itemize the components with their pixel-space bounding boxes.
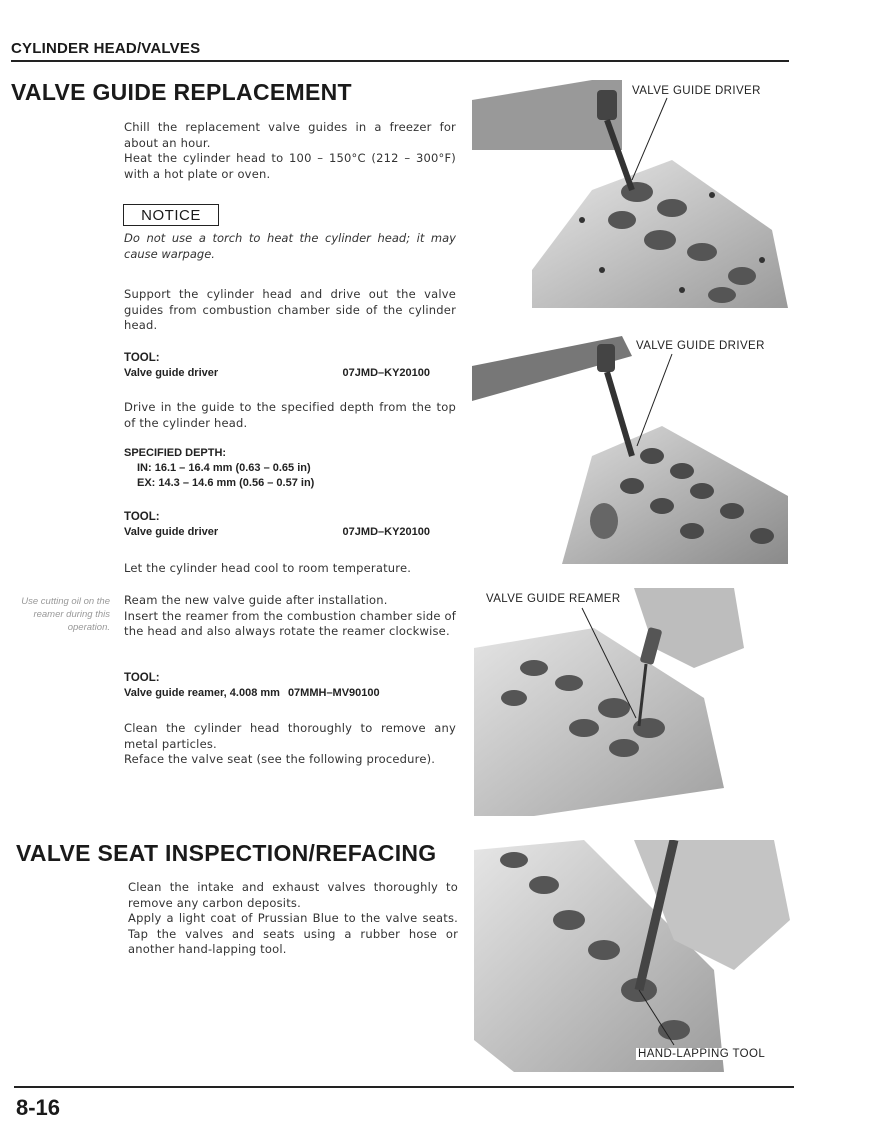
figure-guide-driver-1 — [472, 80, 788, 308]
tool-name: Valve guide driver — [124, 526, 219, 538]
drive-text: Drive in the guide to the specified depth from the top of the cylinder head. — [124, 400, 456, 430]
chill-text: Chill the replacement valve guides in a freezer for about an hour. — [124, 120, 456, 150]
notice-box: NOTICE — [123, 204, 219, 226]
tool-label: TOOL: — [124, 352, 160, 364]
footer-rule — [14, 1086, 794, 1088]
figure-label: VALVE GUIDE DRIVER — [632, 85, 761, 97]
tool-part: 07JMD–KY20100 — [342, 367, 430, 379]
section-title-seat-inspection: VALVE SEAT INSPECTION/REFACING — [16, 840, 437, 866]
tool-block-2 — [124, 511, 430, 538]
running-head: CYLINDER HEAD/VALVES — [11, 40, 201, 57]
chill-heat-text — [124, 120, 456, 182]
tool-label: TOOL: — [124, 672, 160, 684]
tool-part: 07MMH–MV90100 — [287, 687, 380, 699]
section-title-guide-replacement: VALVE GUIDE REPLACEMENT — [11, 79, 352, 105]
seat-inspection-text — [128, 880, 458, 958]
header-rule — [11, 60, 789, 62]
clean-text-1: Clean the cylinder head thoroughly to remove any metal particles. — [124, 721, 456, 751]
notice-text: Do not use a torch to heat the cylinder head; it may cause warpage. — [124, 231, 456, 261]
lapping-illustration — [474, 840, 790, 1072]
seat-text-2: Apply a light coat of Prussian Blue to the valve seats. Tap the valves and seats using a rubber hose or another hand-lapping tool. — [128, 911, 458, 956]
figure-guide-reamer — [474, 588, 788, 816]
specified-depth — [124, 446, 314, 491]
cylinder-head-illustration — [472, 80, 788, 308]
tool-part: 07JMD–KY20100 — [342, 526, 430, 538]
spec-in: IN: 16.1 – 16.4 mm (0.63 – 0.65 in) — [137, 462, 311, 474]
specified-depth-label: SPECIFIED DEPTH: — [124, 447, 227, 459]
page-number: 8-16 — [16, 1095, 61, 1120]
side-note: Use cutting oil on the reamer during this operation. — [21, 596, 110, 633]
tool-label: TOOL: — [124, 511, 160, 523]
figure-hand-lapping — [474, 840, 790, 1072]
ream-text — [124, 593, 456, 640]
spec-ex: EX: 14.3 – 14.6 mm (0.56 – 0.57 in) — [137, 477, 315, 489]
cool-text: Let the cylinder head cool to room temperature. — [124, 561, 412, 575]
clean-text-2: Reface the valve seat (see the following procedure). — [124, 752, 436, 766]
tool-block-1 — [124, 352, 430, 379]
tool-name: Valve guide reamer, 4.008 mm — [124, 687, 280, 699]
heat-text: Heat the cylinder head to 100 – 150°C (212 – 300°F) with a hot plate or oven. — [124, 151, 456, 181]
ream-text-2: Insert the reamer from the combustion chamber side of the head and also always rotate the reamer clockwise. — [124, 608, 456, 638]
figure-guide-driver-2 — [472, 336, 788, 564]
ream-text-1: Ream the new valve guide after installation. — [124, 593, 388, 607]
tool-name: Valve guide driver — [124, 367, 219, 379]
figure-label: HAND-LAPPING TOOL — [638, 1048, 766, 1060]
tool-block-3 — [124, 672, 380, 699]
cylinder-head-illustration — [472, 336, 788, 564]
reamer-illustration — [474, 588, 788, 816]
figure-label: VALVE GUIDE DRIVER — [636, 340, 765, 352]
support-text: Support the cylinder head and drive out the valve guides from combustion chamber side of the cylinder head. — [124, 287, 456, 332]
figure-label: VALVE GUIDE REAMER — [486, 593, 621, 605]
seat-text-1: Clean the intake and exhaust valves thoroughly to remove any carbon deposits. — [128, 880, 458, 910]
clean-text — [124, 721, 456, 768]
